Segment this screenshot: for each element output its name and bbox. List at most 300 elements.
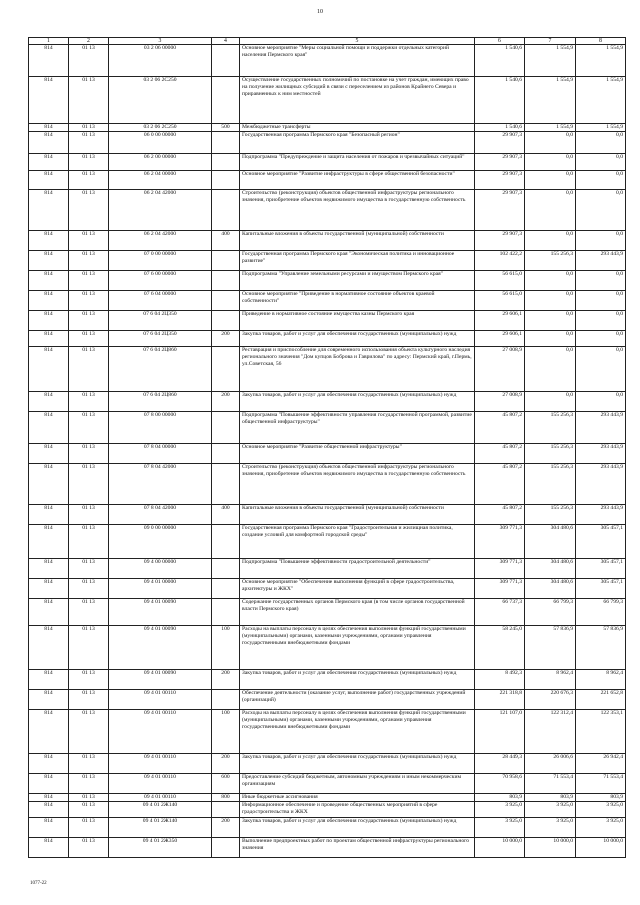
cell-amount-year-3: 0,0 [576,331,626,347]
cell-description: Подпрограмма "Предупреждение и защита населения от пожаров и чрезвычайных ситуаций" [240,154,475,171]
cell-ministry: 814 [29,271,69,291]
cell-amount-year-3: 221 652,8 [576,690,626,710]
cell-section: 01 13 [69,311,109,331]
cell-section: 01 13 [69,251,109,271]
cell-expense-type [212,154,240,171]
cell-ministry: 814 [29,347,69,392]
table-row [29,291,626,311]
cell-ministry: 814 [29,818,69,838]
cell-expense-type [212,251,240,271]
cell-amount-year-3: 0,0 [576,190,626,231]
header-cell: 5 [240,38,475,45]
table-row [29,444,626,464]
table-row [29,774,626,794]
cell-target-article: 07 8 04 00000 [109,444,212,464]
cell-expense-type [212,802,240,818]
cell-amount-year-1: 8 492,3 [475,670,525,690]
cell-expense-type [212,838,240,858]
cell-amount-year-1: 56 615,0 [475,291,525,311]
table-row [29,251,626,271]
cell-amount-year-3: 0,0 [576,231,626,251]
cell-section: 01 13 [69,464,109,505]
cell-description: Закупка товаров, работ и услуг для обеспечения государственных (муниципальных) нужд [240,670,475,690]
cell-section: 01 13 [69,331,109,347]
cell-amount-year-1: 29 606,1 [475,311,525,331]
cell-amount-year-1: 29 907,3 [475,171,525,190]
cell-expense-type [212,190,240,231]
cell-amount-year-1: 29 907,3 [475,190,525,231]
cell-section: 01 13 [69,599,109,626]
cell-expense-type: 200 [212,754,240,774]
cell-ministry: 814 [29,754,69,774]
cell-ministry: 814 [29,291,69,311]
budget-table [28,37,626,858]
table-row [29,171,626,190]
cell-amount-year-2: 26 006,6 [525,754,576,774]
cell-section: 01 13 [69,626,109,670]
cell-expense-type: 400 [212,231,240,251]
cell-expense-type: 100 [212,710,240,754]
cell-ministry: 814 [29,690,69,710]
cell-ministry: 814 [29,802,69,818]
cell-ministry: 814 [29,412,69,444]
cell-description: Основное мероприятие "Меры социальной помощи и поддержки отдельных категорий населения Пермского края" [240,45,475,77]
cell-amount-year-1: 309 771,3 [475,559,525,579]
cell-target-article: 06 2 04 42000 [109,231,212,251]
table-row [29,412,626,444]
cell-target-article: 07 8 00 00000 [109,412,212,444]
cell-amount-year-3: 305 457,1 [576,579,626,599]
cell-expense-type: 100 [212,626,240,670]
cell-description: Строительство (реконструкция) объектов общественной инфраструктуры регионального значения, приобретение объектов недвижимого имущества в государственную собственность [240,464,475,505]
table-row [29,802,626,818]
cell-amount-year-1: 309 771,3 [475,579,525,599]
footer-code: 1077-22 [30,881,47,886]
table-row [29,579,626,599]
cell-ministry: 814 [29,774,69,794]
cell-target-article: 09 4 01 2Ж350 [109,838,212,858]
cell-amount-year-2: 155 256,3 [525,464,576,505]
cell-ministry: 814 [29,559,69,579]
cell-description: Информационное обеспечение и проведение общественных мероприятий в сфере градостроительства и ЖКХ [240,802,475,818]
cell-description: Подпрограмма "Управление земельными ресурсами и имуществом Пермского края" [240,271,475,291]
cell-expense-type [212,132,240,154]
cell-amount-year-2: 0,0 [525,271,576,291]
cell-amount-year-1: 121 107,0 [475,710,525,754]
cell-section: 01 13 [69,505,109,525]
cell-description: Капитальные вложения в объекты государственной (муниципальной) собственности [240,505,475,525]
cell-expense-type: 600 [212,774,240,794]
table-row [29,838,626,858]
cell-amount-year-1: 45 807,2 [475,412,525,444]
cell-description: Закупка товаров, работ и услуг для обеспечения государственных (муниципальных) нужд [240,331,475,347]
cell-ministry: 814 [29,124,69,132]
cell-target-article: 09 4 01 00110 [109,794,212,802]
cell-expense-type: 800 [212,794,240,802]
cell-amount-year-2: 71 553,4 [525,774,576,794]
cell-ministry: 814 [29,626,69,670]
cell-target-article: 09 4 01 00000 [109,579,212,599]
cell-amount-year-2: 0,0 [525,190,576,231]
cell-amount-year-1: 3 925,0 [475,818,525,838]
cell-amount-year-3: 0,0 [576,311,626,331]
cell-ministry: 814 [29,77,69,124]
cell-expense-type [212,464,240,505]
cell-amount-year-1: 70 958,6 [475,774,525,794]
cell-section: 01 13 [69,347,109,392]
table-row [29,525,626,559]
cell-amount-year-3: 293 443,9 [576,251,626,271]
table-row [29,794,626,802]
cell-description: Основное мероприятие "Приведение в нормативное состояние объектов краевой собственности" [240,291,475,311]
cell-ministry: 814 [29,45,69,77]
cell-description: Расходы на выплаты персоналу в целях обеспечения выполнения функций государственными (муниципальными) органами, казенными учреждениями, органами управления государственными внебюджетными фондами [240,710,475,754]
cell-expense-type [212,347,240,392]
cell-amount-year-2: 1 554,9 [525,124,576,132]
cell-amount-year-2: 220 676,3 [525,690,576,710]
cell-expense-type [212,311,240,331]
cell-section: 01 13 [69,559,109,579]
cell-description: Осуществление государственных полномочий по постановке на учет граждан, имеющих право на получение жилищных субсидий в связи с переселением из районов Крайнего Севера и приравненных к ним местностей [240,77,475,124]
cell-section: 01 13 [69,670,109,690]
cell-ministry: 814 [29,579,69,599]
cell-target-article: 06 2 00 00000 [109,154,212,171]
table-row [29,670,626,690]
cell-section: 01 13 [69,710,109,754]
cell-amount-year-3: 1 554,9 [576,124,626,132]
cell-description: Иные бюджетные ассигнования [240,794,475,802]
cell-amount-year-3: 0,0 [576,171,626,190]
table-row [29,311,626,331]
cell-amount-year-1: 29 907,3 [475,132,525,154]
cell-description: Обеспечение деятельности (оказание услуг, выполнение работ) государственных учреждений (организаций) [240,690,475,710]
cell-description: Предоставление субсидий бюджетным, автономным учреждениям и иным некоммерческим организациям [240,774,475,794]
cell-amount-year-3: 803,9 [576,794,626,802]
cell-expense-type [212,271,240,291]
cell-amount-year-2: 0,0 [525,331,576,347]
cell-amount-year-1: 29 907,3 [475,231,525,251]
cell-section: 01 13 [69,392,109,412]
cell-amount-year-3: 3 925,0 [576,802,626,818]
cell-section: 01 13 [69,818,109,838]
cell-expense-type: 200 [212,392,240,412]
cell-section: 01 13 [69,45,109,77]
cell-ministry: 814 [29,331,69,347]
cell-expense-type: 500 [212,124,240,132]
cell-amount-year-2: 0,0 [525,347,576,392]
cell-section: 01 13 [69,231,109,251]
header-cell: 1 [29,38,69,45]
cell-expense-type [212,690,240,710]
table-row [29,505,626,525]
cell-amount-year-3: 305 457,1 [576,525,626,559]
cell-target-article: 09 4 01 00110 [109,710,212,754]
cell-amount-year-3: 0,0 [576,154,626,171]
cell-amount-year-3: 0,0 [576,291,626,311]
cell-amount-year-3: 1 554,9 [576,77,626,124]
cell-amount-year-1: 1 540,6 [475,45,525,77]
cell-amount-year-2: 66 799,3 [525,599,576,626]
cell-amount-year-1: 27 008,9 [475,347,525,392]
table-row [29,464,626,505]
cell-description: Государственная программа Пермского края "Безопасный регион" [240,132,475,154]
cell-amount-year-3: 293 443,9 [576,464,626,505]
cell-section: 01 13 [69,774,109,794]
table-row [29,271,626,291]
cell-target-article: 09 4 01 00110 [109,774,212,794]
cell-target-article: 07 6 04 2Ц350 [109,331,212,347]
table-row [29,45,626,77]
cell-amount-year-2: 155 256,3 [525,505,576,525]
cell-target-article: 09 4 00 00000 [109,559,212,579]
cell-amount-year-2: 0,0 [525,311,576,331]
cell-target-article: 03 2 06 2С250 [109,77,212,124]
cell-amount-year-2: 3 925,0 [525,818,576,838]
table-row [29,77,626,124]
cell-section: 01 13 [69,171,109,190]
cell-target-article: 09 0 00 00000 [109,525,212,559]
cell-target-article: 06 2 04 00000 [109,171,212,190]
table-row [29,132,626,154]
cell-description: Основное мероприятие "Развитие общественной инфраструктуры" [240,444,475,464]
cell-amount-year-3: 3 925,0 [576,818,626,838]
cell-target-article: 09 4 01 00110 [109,754,212,774]
table-row [29,710,626,754]
cell-amount-year-1: 803,9 [475,794,525,802]
cell-amount-year-1: 58 245,0 [475,626,525,670]
cell-target-article: 07 6 04 00000 [109,291,212,311]
cell-amount-year-2: 57 836,9 [525,626,576,670]
cell-amount-year-1: 10 000,0 [475,838,525,858]
cell-amount-year-2: 155 256,3 [525,251,576,271]
cell-expense-type: 200 [212,670,240,690]
cell-target-article: 06 0 00 00000 [109,132,212,154]
cell-description: Закупка товаров, работ и услуг для обеспечения государственных (муниципальных) нужд [240,392,475,412]
cell-amount-year-1: 45 807,2 [475,505,525,525]
header-cell: 7 [525,38,576,45]
cell-target-article: 09 4 01 00090 [109,670,212,690]
cell-ministry: 814 [29,154,69,171]
table-row [29,347,626,392]
cell-amount-year-3: 0,0 [576,132,626,154]
cell-amount-year-2: 0,0 [525,392,576,412]
cell-description: Государственная программа Пермского края "Градостроительная и жилищная политика, создание условий для комфортной городской среды" [240,525,475,559]
cell-amount-year-3: 8 962,4 [576,670,626,690]
cell-description: Содержание государственных органов Пермского края (в том числе органов государственной власти Пермского края) [240,599,475,626]
cell-amount-year-3: 66 799,3 [576,599,626,626]
cell-expense-type [212,77,240,124]
cell-amount-year-1: 29 606,1 [475,331,525,347]
cell-expense-type [212,291,240,311]
cell-target-article: 07 6 04 2Ц860 [109,392,212,412]
cell-section: 01 13 [69,444,109,464]
cell-amount-year-1: 3 925,0 [475,802,525,818]
cell-amount-year-2: 0,0 [525,231,576,251]
cell-ministry: 814 [29,311,69,331]
page-number: 10 [317,9,323,15]
cell-amount-year-2: 0,0 [525,132,576,154]
cell-description: Закупка товаров, работ и услуг для обеспечения государственных (муниципальных) нужд [240,754,475,774]
cell-description: Расходы на выплаты персоналу в целях обеспечения выполнения функций государственными (муниципальными) органами, казенными учреждениями, органами управления государственными внебюджетными фондами [240,626,475,670]
cell-amount-year-2: 1 554,9 [525,77,576,124]
cell-amount-year-3: 1 554,9 [576,45,626,77]
cell-ministry: 814 [29,132,69,154]
table-row [29,190,626,231]
cell-expense-type [212,171,240,190]
cell-target-article: 09 4 01 00090 [109,626,212,670]
cell-amount-year-2: 8 962,4 [525,670,576,690]
cell-amount-year-2: 0,0 [525,291,576,311]
cell-expense-type [212,599,240,626]
cell-description: Закупка товаров, работ и услуг для обеспечения государственных (муниципальных) нужд [240,818,475,838]
cell-amount-year-1: 29 907,3 [475,154,525,171]
cell-amount-year-2: 0,0 [525,154,576,171]
cell-amount-year-3: 0,0 [576,271,626,291]
cell-expense-type [212,444,240,464]
cell-ministry: 814 [29,231,69,251]
cell-amount-year-1: 102 422,2 [475,251,525,271]
table-row [29,754,626,774]
cell-amount-year-2: 10 000,0 [525,838,576,858]
cell-amount-year-3: 10 000,0 [576,838,626,858]
cell-amount-year-3: 293 443,9 [576,412,626,444]
cell-description: Капитальные вложения в объекты государственной (муниципальной) собственности [240,231,475,251]
cell-ministry: 814 [29,444,69,464]
cell-section: 01 13 [69,132,109,154]
cell-amount-year-1: 45 807,2 [475,444,525,464]
cell-description: Строительство (реконструкция) объектов общественной инфраструктуры регионального значения, приобретение объектов недвижимого имущества в государственную собственность [240,190,475,231]
cell-expense-type: 200 [212,331,240,347]
table-row [29,599,626,626]
cell-description: Подпрограмма "Повышение эффективности градостроительной деятельности" [240,559,475,579]
cell-section: 01 13 [69,154,109,171]
cell-target-article: 03 2 06 2С250 [109,124,212,132]
cell-amount-year-3: 26 942,4 [576,754,626,774]
cell-amount-year-1: 27 008,9 [475,392,525,412]
cell-amount-year-3: 0,0 [576,392,626,412]
table-row [29,690,626,710]
header-cell: 4 [212,38,240,45]
cell-expense-type [212,412,240,444]
cell-amount-year-3: 0,0 [576,347,626,392]
cell-target-article: 09 4 01 2Ж140 [109,802,212,818]
table-row [29,559,626,579]
cell-expense-type [212,45,240,77]
table-row [29,818,626,838]
cell-description: Выполнение предпроектных работ по проектам общественной инфраструктуры регионального значения [240,838,475,858]
cell-section: 01 13 [69,190,109,231]
cell-amount-year-1: 45 807,2 [475,464,525,505]
cell-amount-year-2: 304 480,6 [525,525,576,559]
table-row [29,231,626,251]
cell-description: Межбюджетные трансферты [240,124,475,132]
cell-ministry: 814 [29,251,69,271]
cell-amount-year-3: 305 457,1 [576,559,626,579]
table-row [29,124,626,132]
cell-ministry: 814 [29,794,69,802]
cell-section: 01 13 [69,754,109,774]
cell-amount-year-1: 28 449,3 [475,754,525,774]
cell-ministry: 814 [29,838,69,858]
cell-description: Государственная программа Пермского края "Экономическая политика и инновационное развитие" [240,251,475,271]
cell-expense-type [212,579,240,599]
cell-section: 01 13 [69,77,109,124]
cell-ministry: 814 [29,190,69,231]
cell-section: 01 13 [69,794,109,802]
cell-target-article: 07 6 04 2Ц350 [109,311,212,331]
cell-amount-year-1: 1 540,6 [475,124,525,132]
cell-target-article: 07 0 00 00000 [109,251,212,271]
cell-description: Приведение в нормативное состояние имущества казны Пермского края [240,311,475,331]
cell-section: 01 13 [69,690,109,710]
cell-target-article: 07 6 04 2Ц860 [109,347,212,392]
cell-section: 01 13 [69,291,109,311]
cell-ministry: 814 [29,670,69,690]
cell-ministry: 814 [29,392,69,412]
cell-ministry: 814 [29,464,69,505]
cell-ministry: 814 [29,525,69,559]
cell-expense-type: 400 [212,505,240,525]
cell-expense-type [212,559,240,579]
table-row [29,154,626,171]
cell-expense-type [212,525,240,559]
cell-amount-year-1: 221 318,8 [475,690,525,710]
table-row [29,626,626,670]
cell-amount-year-2: 803,9 [525,794,576,802]
cell-amount-year-1: 1 540,6 [475,77,525,124]
cell-section: 01 13 [69,525,109,559]
cell-amount-year-2: 304 480,6 [525,579,576,599]
cell-amount-year-2: 155 256,3 [525,444,576,464]
cell-expense-type: 200 [212,818,240,838]
cell-target-article: 09 4 01 00110 [109,690,212,710]
cell-amount-year-3: 293 443,9 [576,505,626,525]
cell-section: 01 13 [69,579,109,599]
cell-target-article: 03 2 06 00000 [109,45,212,77]
cell-ministry: 814 [29,710,69,754]
cell-section: 01 13 [69,271,109,291]
cell-ministry: 814 [29,599,69,626]
cell-target-article: 07 8 04 42000 [109,464,212,505]
cell-description: Основное мероприятие "Обеспечение выполнения функций в сфере градостроительства, архитектуры и ЖКХ" [240,579,475,599]
cell-section: 01 13 [69,412,109,444]
table-header-row [29,38,626,45]
cell-target-article: 07 6 00 00000 [109,271,212,291]
cell-description: Подпрограмма "Повышение эффективности управления государственной программой, развитие общественной инфраструктуры" [240,412,475,444]
cell-amount-year-2: 155 256,3 [525,412,576,444]
cell-target-article: 09 4 01 2Ж140 [109,818,212,838]
cell-amount-year-3: 122 353,1 [576,710,626,754]
header-cell: 3 [109,38,212,45]
cell-ministry: 814 [29,171,69,190]
cell-section: 01 13 [69,802,109,818]
cell-target-article: 07 8 04 42000 [109,505,212,525]
cell-description: Основное мероприятие "Развитие инфраструктуры в сфере общественной безопасности" [240,171,475,190]
cell-section: 01 13 [69,838,109,858]
cell-amount-year-2: 3 925,0 [525,802,576,818]
header-cell: 8 [576,38,626,45]
header-cell: 2 [69,38,109,45]
cell-section: 01 13 [69,124,109,132]
cell-amount-year-3: 71 553,4 [576,774,626,794]
cell-target-article: 06 2 04 42000 [109,190,212,231]
cell-amount-year-2: 1 554,9 [525,45,576,77]
header-cell: 6 [475,38,525,45]
cell-amount-year-3: 57 836,9 [576,626,626,670]
cell-target-article: 09 4 01 00090 [109,599,212,626]
cell-description: Реставрация и приспособление для современного использования объекта культурного наследия регионального значения "Дом купцов Боброва и Гаврилова" по адресу: Пермский край, г.Пермь, ул.Советская, 56 [240,347,475,392]
cell-ministry: 814 [29,505,69,525]
